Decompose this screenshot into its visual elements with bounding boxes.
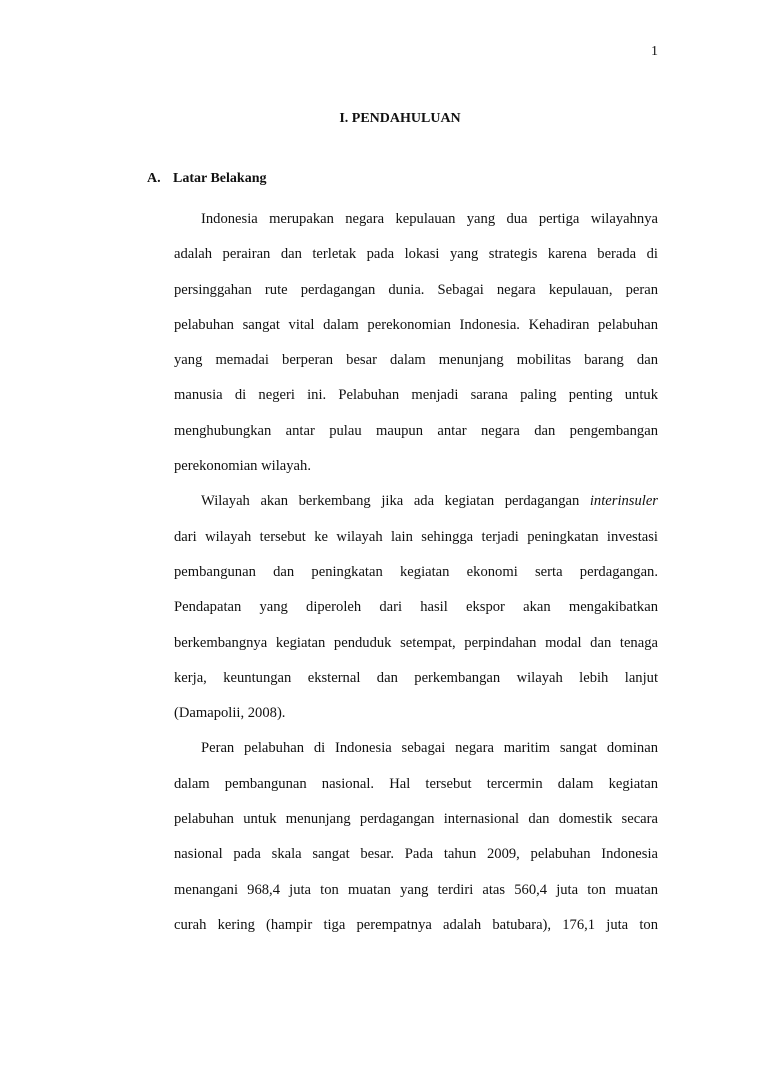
text-line: pelabuhan sangat vital dalam perekonomian Indonesia. Kehadiran pelabuhan [174,316,658,333]
text-line: berkembangnya kegiatan penduduk setempat, perpindahan modal dan tenaga [174,634,658,651]
text-line: dari wilayah tersebut ke wilayah lain sehingga terjadi peningkatan investasi [174,528,658,545]
section-heading [147,171,266,187]
text-line: nasional pada skala sangat besar. Pada tahun 2009, pelabuhan Indonesia [174,846,658,863]
text-line: manusia di negeri ini. Pelabuhan menjadi sarana paling penting untuk [174,387,658,404]
text-line: persinggahan rute perdagangan dunia. Sebagai negara kepulauan, peran [174,281,658,298]
text-line [174,491,658,526]
section-title: Latar Belakang [173,171,267,186]
text-line: dalam pembangunan nasional. Hal tersebut tercermin dalam kegiatan [174,775,658,792]
text-line: Pendapatan yang diperoleh dari hasil ekspor akan mengakibatkan [174,599,658,616]
chapter-title: I. PENDAHULUAN [339,111,461,126]
text-line: curah kering (hampir tiga perempatnya adalah batubara), 176,1 juta ton [174,916,658,933]
text-line: kerja, keuntungan eksternal dan perkembangan wilayah lebih lanjut [174,669,658,686]
text-line: yang memadai berperan besar dalam menunjang mobilitas barang dan [174,352,658,369]
text-line: (Damapolii, 2008). [174,705,286,722]
text-line: adalah perairan dan terletak pada lokasi yang strategis karena berada di [174,246,658,263]
text-run: Wilayah akan berkembang jika ada kegiatan perdagangan [201,493,580,510]
page-number: 1 [651,44,658,59]
text-line: Peran pelabuhan di Indonesia sebagai negara maritim sangat dominan [201,740,658,757]
text-line: Indonesia merupakan negara kepulauan yang dua pertiga wilayahnya [201,211,658,227]
italic-term: interinsuler [589,493,658,510]
body-text [174,209,658,950]
section-letter: A. [147,171,161,186]
text-line: pelabuhan untuk menunjang perdagangan internasional dan domestik secara [174,811,658,828]
text-line: menghubungkan antar pulau maupun antar negara dan pengembangan [174,422,658,439]
text-line: pembangunan dan peningkatan kegiatan ekonomi serta perdagangan. [174,563,658,580]
text-line: perekonomian wilayah. [174,458,311,475]
text-line: menangani 968,4 juta ton muatan yang terdiri atas 560,4 juta ton muatan [174,881,658,898]
